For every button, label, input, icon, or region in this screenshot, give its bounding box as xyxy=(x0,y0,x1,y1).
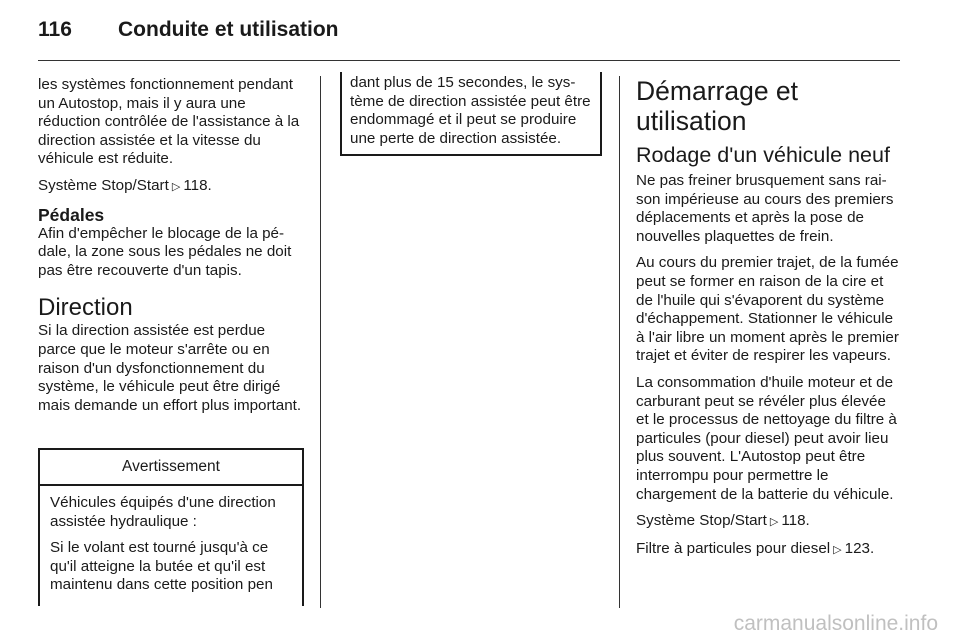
reference-text: Filtre à particules pour diesel xyxy=(636,539,831,557)
paragraph: Ne pas freiner brusquement sans raison impérieuse au cours des premiers déplacements et après la pose de nouvelles plaquettes de frein. xyxy=(636,172,894,245)
column-divider-2 xyxy=(619,76,620,608)
watermark: carmanualsonline.info xyxy=(733,612,938,635)
warning-paragraph: Véhicules équipés d'une direction assistée hydraulique : xyxy=(50,494,276,530)
paragraph: Afin d'empêcher le blocage de la pédale, la zone sous les pédales ne doit pas être recouverte d'un tapis. xyxy=(38,224,292,279)
warning-paragraph: dant plus de 15 secondes, le système de direction assistée peut être endommagé et il peut se produire une perte de direction assistée. xyxy=(350,74,591,147)
header-rule xyxy=(38,60,900,61)
warning-body xyxy=(40,486,302,595)
column-divider-1 xyxy=(320,76,321,608)
page-reference-link[interactable]: ▷ 118. xyxy=(767,512,810,529)
section-heading-rodage: Rodage d'un véhicule neuf xyxy=(636,143,890,167)
page-reference-link[interactable]: ▷ 123. xyxy=(830,540,874,557)
cross-reference xyxy=(636,512,902,532)
warning-continuation-body xyxy=(342,72,600,148)
chapter-heading: Démarrage et utilisation xyxy=(636,76,799,136)
paragraph: Si la direction assistée est perdue parce que le moteur s'arrête ou en raison d'un dysfonctionnement du système, le véhicule peut être dirigé mais demande un effort plus important. xyxy=(38,322,302,414)
cross-reference xyxy=(636,540,902,560)
paragraph: les systèmes fonctionnement pendant un Autostop, mais il y aura une réduction contrôlée de l'assistance à la direction assistée et la vitesse du véhicule est réduite. xyxy=(38,76,300,168)
warning-box xyxy=(38,448,304,606)
warning-paragraph: Si le volant est tourné jusqu'à ce qu'il atteigne la butée et qu'il est maintenu dans cette position pen xyxy=(50,539,273,594)
page-reference-link[interactable]: ▷ 118. xyxy=(169,177,212,194)
page-title: Conduite et utilisation xyxy=(118,18,339,41)
section-heading-direction: Direction xyxy=(38,294,133,322)
reference-text: Système Stop/Start xyxy=(38,176,169,194)
paragraph: La consommation d'huile moteur et de carburant peut se révéler plus élevée et le processus de nettoyage du filtre à particules (pour diesel) peut avoir lieu plus souvent. L'Autostop peut être interrompu pour permettre le chargement de la batterie du véhicule. xyxy=(636,373,897,503)
column-1 xyxy=(38,76,304,423)
warning-title: Avertissement xyxy=(40,450,302,486)
column-3 xyxy=(636,76,902,567)
paragraph: Au cours du premier trajet, de la fumée peut se former en raison de la cire et de l'huile qui s'évaporent du système d'échappement. Stationner le véhicule à l'air libre un moment après le premier trajet et éviter de respirer les vapeurs. xyxy=(636,254,899,365)
section-heading-pedales: Pédales xyxy=(38,204,105,225)
page-number: 116 xyxy=(38,18,72,41)
warning-box-continuation xyxy=(340,72,602,156)
cross-reference xyxy=(38,177,304,197)
reference-text: Système Stop/Start xyxy=(636,512,767,530)
